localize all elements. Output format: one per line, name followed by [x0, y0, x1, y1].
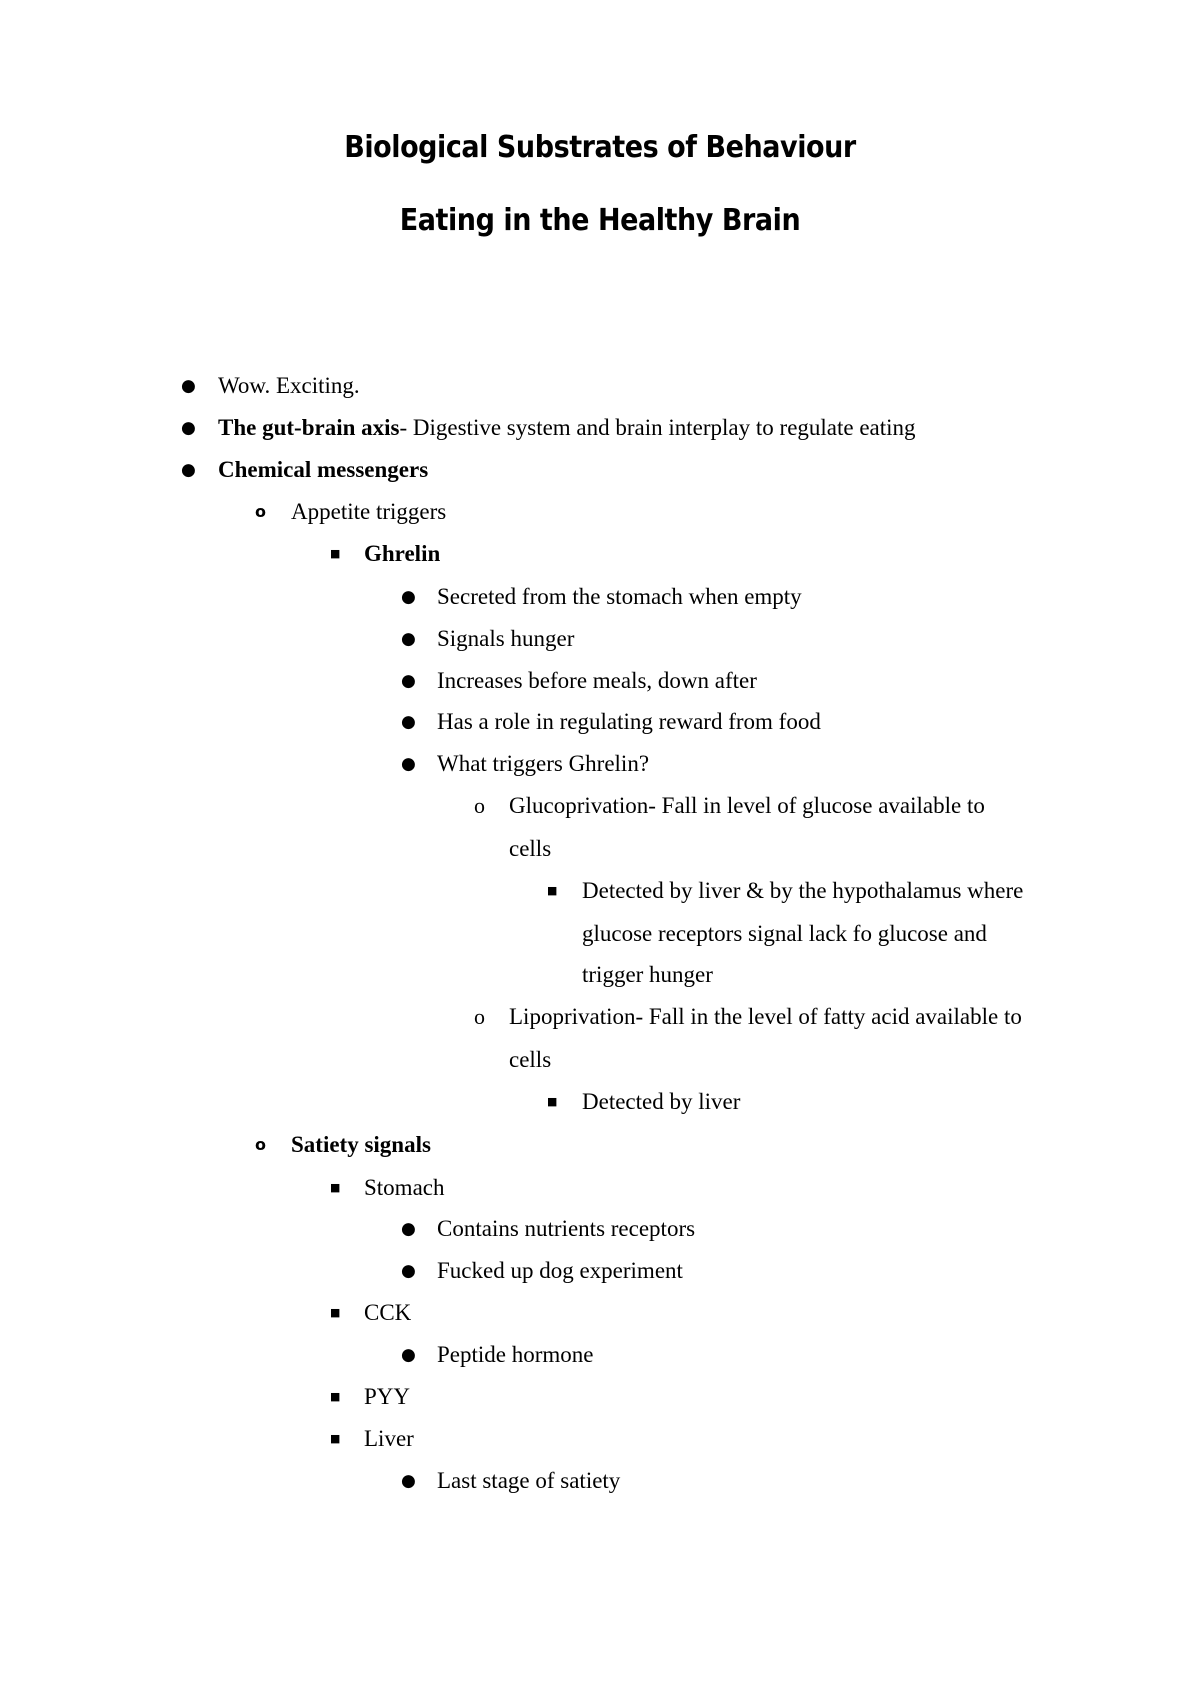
list-item: Last stage of satiety	[437, 1468, 621, 1493]
list-item: Fucked up dog experiment	[437, 1258, 683, 1283]
list-item-continuation: cells	[509, 836, 552, 861]
list-item: Secreted from the stomach when empty	[437, 584, 802, 609]
list-item-continuation: glucose receptors signal lack fo glucose and	[582, 921, 987, 946]
square-bullet-icon: ■	[330, 1390, 341, 1403]
square-bullet-icon: ■	[547, 884, 558, 897]
ring-bullet-icon: o	[255, 1135, 266, 1154]
bullet-icon: ●	[401, 629, 416, 649]
ring-bullet-icon: o	[255, 502, 266, 521]
list-item: Peptide hormone	[437, 1342, 594, 1367]
bullet-icon: ●	[401, 754, 416, 774]
list-item: Stomach	[364, 1175, 445, 1200]
list-item: Detected by liver & by the hypothalamus where	[582, 878, 1024, 903]
square-bullet-icon: ■	[547, 1095, 558, 1108]
list-item: PYY	[364, 1384, 411, 1409]
list-item: Lipoprivation- Fall in the level of fatty acid available to	[509, 1004, 1022, 1029]
list-item: Signals hunger	[437, 626, 575, 651]
list-item: Appetite triggers	[291, 499, 447, 524]
square-bullet-icon: ■	[330, 1432, 341, 1445]
document-title: Biological Substrates of Behaviour	[344, 130, 856, 165]
bullet-icon: ●	[181, 376, 196, 396]
square-bullet-icon: ■	[330, 1306, 341, 1319]
bullet-icon: ●	[401, 1261, 416, 1281]
bullet-icon: ●	[181, 418, 196, 438]
list-item: Glucoprivation- Fall in level of glucose available to	[509, 793, 985, 818]
list-item: CCK	[364, 1300, 412, 1325]
hollow-bullet-icon: o	[474, 1004, 485, 1029]
list-item: Increases before meals, down after	[437, 668, 757, 693]
list-item: The gut-brain axis- Digestive system and brain interplay to regulate eating	[218, 415, 916, 440]
list-item-continuation: trigger hunger	[582, 962, 713, 987]
square-bullet-icon: ■	[330, 1181, 341, 1194]
bullet-icon: ●	[401, 671, 416, 691]
bullet-icon: ●	[181, 460, 196, 480]
hollow-bullet-icon: o	[474, 793, 485, 818]
list-item: What triggers Ghrelin?	[437, 751, 650, 776]
bullet-icon: ●	[401, 1471, 416, 1491]
bullet-icon: ●	[401, 712, 416, 732]
bullet-icon: ●	[401, 1345, 416, 1365]
list-item: Detected by liver	[582, 1089, 741, 1114]
list-item: Has a role in regulating reward from food	[437, 709, 821, 734]
bullet-icon: ●	[401, 587, 416, 607]
list-item: Chemical messengers	[218, 457, 429, 482]
document-subtitle: Eating in the Healthy Brain	[399, 203, 801, 238]
list-item: Contains nutrients receptors	[437, 1216, 696, 1241]
list-item: Liver	[364, 1426, 414, 1451]
list-item: Ghrelin	[364, 541, 441, 566]
list-item: Satiety signals	[291, 1132, 431, 1157]
square-bullet-icon: ■	[330, 547, 341, 560]
list-item: Wow. Exciting.	[218, 373, 360, 398]
bullet-icon: ●	[401, 1219, 416, 1239]
list-item-continuation: cells	[509, 1047, 552, 1072]
